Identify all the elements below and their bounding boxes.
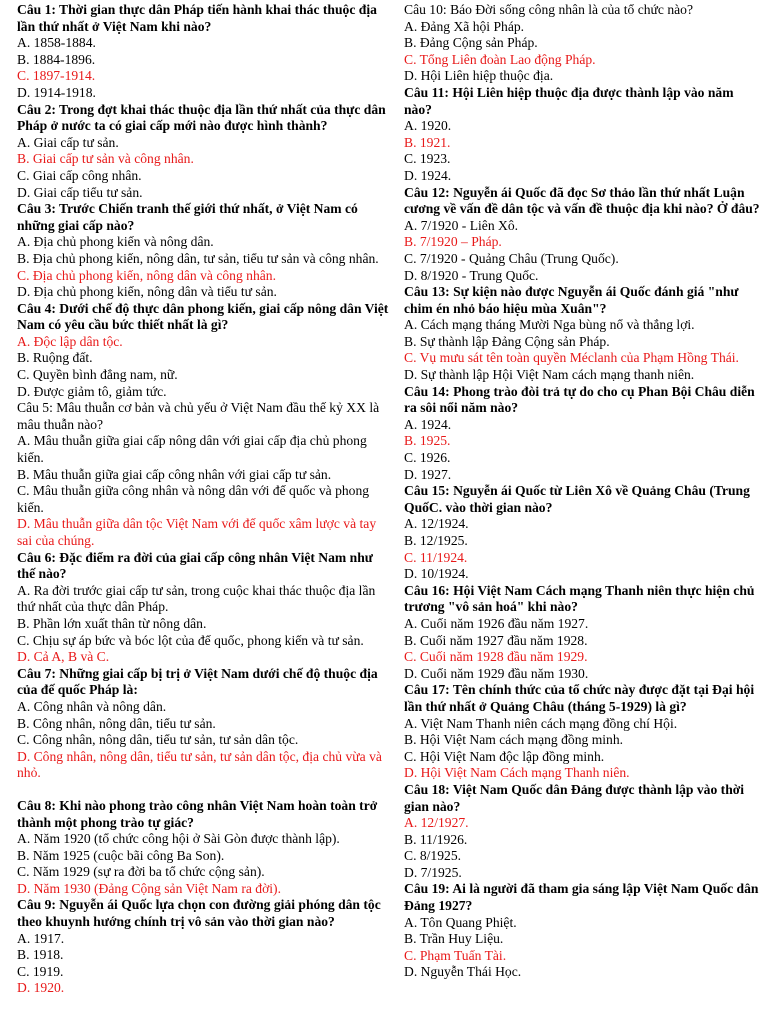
question-text: Câu 17: Tên chính thức của tổ chức này được đặt tại Đại hội lần thứ nhất ở Quảng Châu (tháng 5-1929) là gì? <box>404 682 755 714</box>
correct-answer-option: D. Mâu thuẫn giữa dân tộc Việt Nam với đế quốc xâm lược và tay sai của chúng. <box>17 516 377 548</box>
answer-option: D. Địa chủ phong kiến, nông dân và tiểu tư sản. <box>17 284 277 300</box>
answer-option: D. Giai cấp tiểu tư sản. <box>17 184 143 200</box>
answer-option: A. Địa chủ phong kiến và nông dân. <box>17 234 214 250</box>
answer-option: A. 1924. <box>404 416 452 432</box>
question-block <box>17 400 389 549</box>
question-block <box>17 897 389 997</box>
question-text: Câu 14: Phong trào đòi trả tự do cho cụ Phan Bội Châu diễn ra sôi nổi năm nào? <box>404 383 755 416</box>
correct-answer-option: C. Cuối năm 1928 đầu năm 1929. <box>404 649 588 665</box>
answer-option: D. Nguyễn Thái Học. <box>404 964 522 980</box>
question-block <box>404 284 760 384</box>
correct-answer-option: C. Tổng Liên đoàn Lao động Pháp. <box>404 51 596 67</box>
correct-answer-option: B. 1925. <box>404 433 451 449</box>
correct-answer-option: D. Cả A, B và C. <box>17 649 110 665</box>
question-block <box>404 583 760 683</box>
question-block <box>404 185 760 285</box>
answer-option: C. 7/1920 - Quảng Châu (Trung Quốc). <box>404 250 619 266</box>
answer-option: C. 8/1925. <box>404 848 462 864</box>
question-block <box>17 666 389 782</box>
answer-option: A. Tôn Quang Phiệt. <box>404 914 517 930</box>
answer-option: C. 1926. <box>404 450 451 466</box>
left-column <box>17 2 389 997</box>
answer-option: B. Công nhân, nông dân, tiểu tư sản. <box>17 715 216 731</box>
answer-option: B. Ruộng đất. <box>17 350 93 366</box>
question-text: Câu 18: Việt Nam Quốc dân Đảng được thành lập vào thời gian nào? <box>404 781 745 814</box>
answer-option: C. Chịu sự áp bức và bóc lột của đế quốc, phong kiến và tư sản. <box>17 632 364 648</box>
answer-option: D. 10/1924. <box>404 566 469 582</box>
question-text: Câu 19: Ai là người đã tham gia sáng lập Việt Nam Quốc dân Đảng 1927? <box>404 881 759 914</box>
answer-option: D. Hội Liên hiệp thuộc địa. <box>404 68 554 84</box>
right-column <box>404 2 760 981</box>
answer-option: C. Công nhân, nông dân, tiểu tư sản, tư sản dân tộc. <box>17 732 299 748</box>
question-block <box>17 102 389 202</box>
answer-option: A. Giai cấp tư sản. <box>17 134 119 150</box>
answer-option: B. 1918. <box>17 947 64 963</box>
answer-option: B. Trần Huy Liệu. <box>404 931 504 947</box>
correct-answer-option: D. 1920. <box>17 980 65 996</box>
question-text: Câu 11: Hội Liên hiệp thuộc địa được thành lập vào năm nào? <box>404 84 734 117</box>
question-text: Câu 8: Khi nào phong trào công nhân Việt Nam hoàn toàn trở thành một phong trào tự giác? <box>17 797 378 830</box>
answer-option: C. Mâu thuẫn giữa công nhân và nông dân với đế quốc và phong kiến. <box>17 483 370 515</box>
question-block <box>404 483 760 583</box>
answer-option: D. 1914-1918. <box>17 84 96 100</box>
answer-option: D. 1924. <box>404 167 452 183</box>
answer-option: C. 1919. <box>17 963 64 979</box>
question-block <box>17 2 389 102</box>
correct-answer-option: D. Năm 1930 (Đảng Cộng sản Việt Nam ra đời). <box>17 880 281 896</box>
question-text: Câu 7: Những giai cấp bị trị ở Việt Nam dưới chế độ thuộc địa của đế quốc Pháp là: <box>17 665 378 698</box>
answer-option: B. Phần lớn xuất thân từ nông dân. <box>17 615 207 631</box>
question-text: Câu 9: Nguyễn ái Quốc lựa chọn con đường giải phóng dân tộc theo khuynh hướng chính trị vô sản vào thời gian nào? <box>17 897 381 930</box>
answer-option: D. Cuối năm 1929 đầu năm 1930. <box>404 665 589 681</box>
correct-answer-option: D. Hội Việt Nam Cách mạng Thanh niên. <box>404 765 630 781</box>
question-block <box>404 682 760 782</box>
question-block <box>17 301 389 401</box>
correct-answer-option: B. 7/1920 – Pháp. <box>404 234 502 250</box>
question-block <box>17 550 389 666</box>
answer-option: B. Mâu thuẫn giữa giai cấp công nhân với giai cấp tư sản. <box>17 466 332 482</box>
answer-option: A. Công nhân và nông dân. <box>17 698 167 714</box>
question-text: Câu 3: Trước Chiến tranh thế giới thứ nhất, ở Việt Nam có những giai cấp nào? <box>17 201 358 233</box>
question-block <box>404 85 760 185</box>
answer-option: B. 1884-1896. <box>17 51 96 67</box>
correct-answer-option: C. Địa chủ phong kiến, nông dân và công nhân. <box>17 267 276 283</box>
answer-option: D. 1927. <box>404 466 452 482</box>
answer-option: B. Hội Việt Nam cách mạng đồng minh. <box>404 732 624 748</box>
correct-answer-option: A. Độc lập dân tộc. <box>17 333 123 349</box>
question-block <box>404 782 760 882</box>
answer-option: A. Năm 1920 (tổ chức công hội ở Sài Gòn được thành lập). <box>17 831 340 847</box>
answer-option: A. 7/1920 - Liên Xô. <box>404 217 519 233</box>
question-block <box>404 881 760 981</box>
answer-option: B. Sự thành lập Đảng Cộng sản Pháp. <box>404 333 610 349</box>
question-text: Câu 2: Trong đợt khai thác thuộc địa lần thứ nhất của thực dân Pháp ở nước ta có giai cấp mới nào được hình thành? <box>17 101 386 134</box>
answer-option: A. Cuối năm 1926 đầu năm 1927. <box>404 615 589 631</box>
answer-option: C. Quyền bình đẳng nam, nữ. <box>17 367 178 383</box>
answer-option: B. Đảng Cộng sản Pháp. <box>404 35 538 51</box>
answer-option: A. Ra đời trước giai cấp tư sản, trong cuộc khai thác thuộc địa lần thứ nhất của thực dân Pháp. <box>17 582 376 615</box>
correct-answer-option: C. Vụ mưu sát tên toàn quyền Méclanh của Phạm Hồng Thái. <box>404 350 739 366</box>
answer-option: D. Được giảm tô, giảm tức. <box>17 383 167 399</box>
answer-option: D. 7/1925. <box>404 864 462 880</box>
answer-option: C. Năm 1929 (sự ra đời ba tổ chức cộng sản). <box>17 864 265 880</box>
correct-answer-option: B. 1921. <box>404 134 451 150</box>
question-block <box>404 384 760 484</box>
answer-option: D. 8/1920 - Trung Quốc. <box>404 267 539 283</box>
answer-option: B. Cuối năm 1927 đầu năm 1928. <box>404 632 588 648</box>
answer-option: B. Địa chủ phong kiến, nông dân, tư sản, tiểu tư sản và công nhân. <box>17 250 379 266</box>
answer-option: C. 1923. <box>404 151 451 167</box>
question-block <box>17 798 389 898</box>
answer-option: B. 12/1925. <box>404 533 468 548</box>
answer-option: A. Việt Nam Thanh niên cách mạng đồng chí Hội. <box>404 715 678 731</box>
answer-option: A. Cách mạng tháng Mười Nga bùng nổ và thắng lợi. <box>404 317 695 333</box>
question-text: Câu 12: Nguyễn ái Quốc đã đọc Sơ thảo lần thứ nhất Luận cương về vấn đề dân tộc và vấn đề thuộc địa khi nào? Ở đâu? <box>404 184 760 217</box>
correct-answer-option: B. Giai cấp tư sản và công nhân. <box>17 151 194 167</box>
answer-option: D. Sự thành lập Hội Việt Nam cách mạng thanh niên. <box>404 367 695 383</box>
answer-option: B. Năm 1925 (cuộc bãi công Ba Son). <box>17 847 225 863</box>
question-text: Câu 4: Dưới chế độ thực dân phong kiến, giai cấp nông dân Việt Nam có yêu cầu bức thiết nhất là gì? <box>17 300 389 333</box>
answer-option: C. Giai cấp công nhân. <box>17 167 142 183</box>
correct-answer-option: D. Công nhân, nông dân, tiểu tư sản, tư sản dân tộc, địa chủ vừa và nhỏ. <box>17 748 382 781</box>
question-text: Câu 13: Sự kiện nào được Nguyễn ái Quốc đánh giá "như chim én nhỏ báo hiệu mùa Xuân"? <box>404 284 739 316</box>
answer-option: A. 1920. <box>404 118 452 134</box>
spacer <box>17 782 389 798</box>
question-text: Câu 6: Đặc điểm ra đời của giai cấp công nhân Việt Nam như thế nào? <box>17 549 373 582</box>
correct-answer-option: C. 1897-1914. <box>17 68 96 84</box>
question-text: Câu 10: Báo Đời sống công nhân là của tổ chức nào? <box>404 2 693 17</box>
question-block <box>404 2 760 85</box>
answer-option: B. 11/1926. <box>404 831 468 847</box>
answer-option: A. 1858-1884. <box>17 35 96 51</box>
answer-option: A. Mâu thuẫn giữa giai cấp nông dân với giai cấp địa chủ phong kiến. <box>17 433 367 466</box>
answer-option: A. 1917. <box>17 930 65 946</box>
answer-option: A. Đảng Xã hội Pháp. <box>404 18 525 34</box>
answer-option: A. 12/1924. <box>404 516 469 532</box>
answer-option: C. Hội Việt Nam độc lập đồng minh. <box>404 748 605 764</box>
question-text: Câu 1: Thời gian thực dân Pháp tiến hành khai thác thuộc địa lần thứ nhất ở Việt Nam khi nào? <box>17 2 377 34</box>
question-text: Câu 15: Nguyễn ái Quốc từ Liên Xô về Quảng Châu (Trung QuốC. vào thời gian nào? <box>404 483 750 515</box>
correct-answer-option: A. 12/1927. <box>404 815 469 831</box>
question-block <box>17 201 389 301</box>
question-text: Câu 5: Mâu thuẫn cơ bản và chủ yếu ở Việt Nam đầu thế kỷ XX là mâu thuẫn nào? <box>17 400 380 432</box>
question-text: Câu 16: Hội Việt Nam Cách mạng Thanh niên thực hiện chủ trương "vô sản hoá" khi nào? <box>404 582 755 615</box>
correct-answer-option: C. 11/1924. <box>404 549 468 565</box>
correct-answer-option: C. Phạm Tuấn Tài. <box>404 947 507 963</box>
